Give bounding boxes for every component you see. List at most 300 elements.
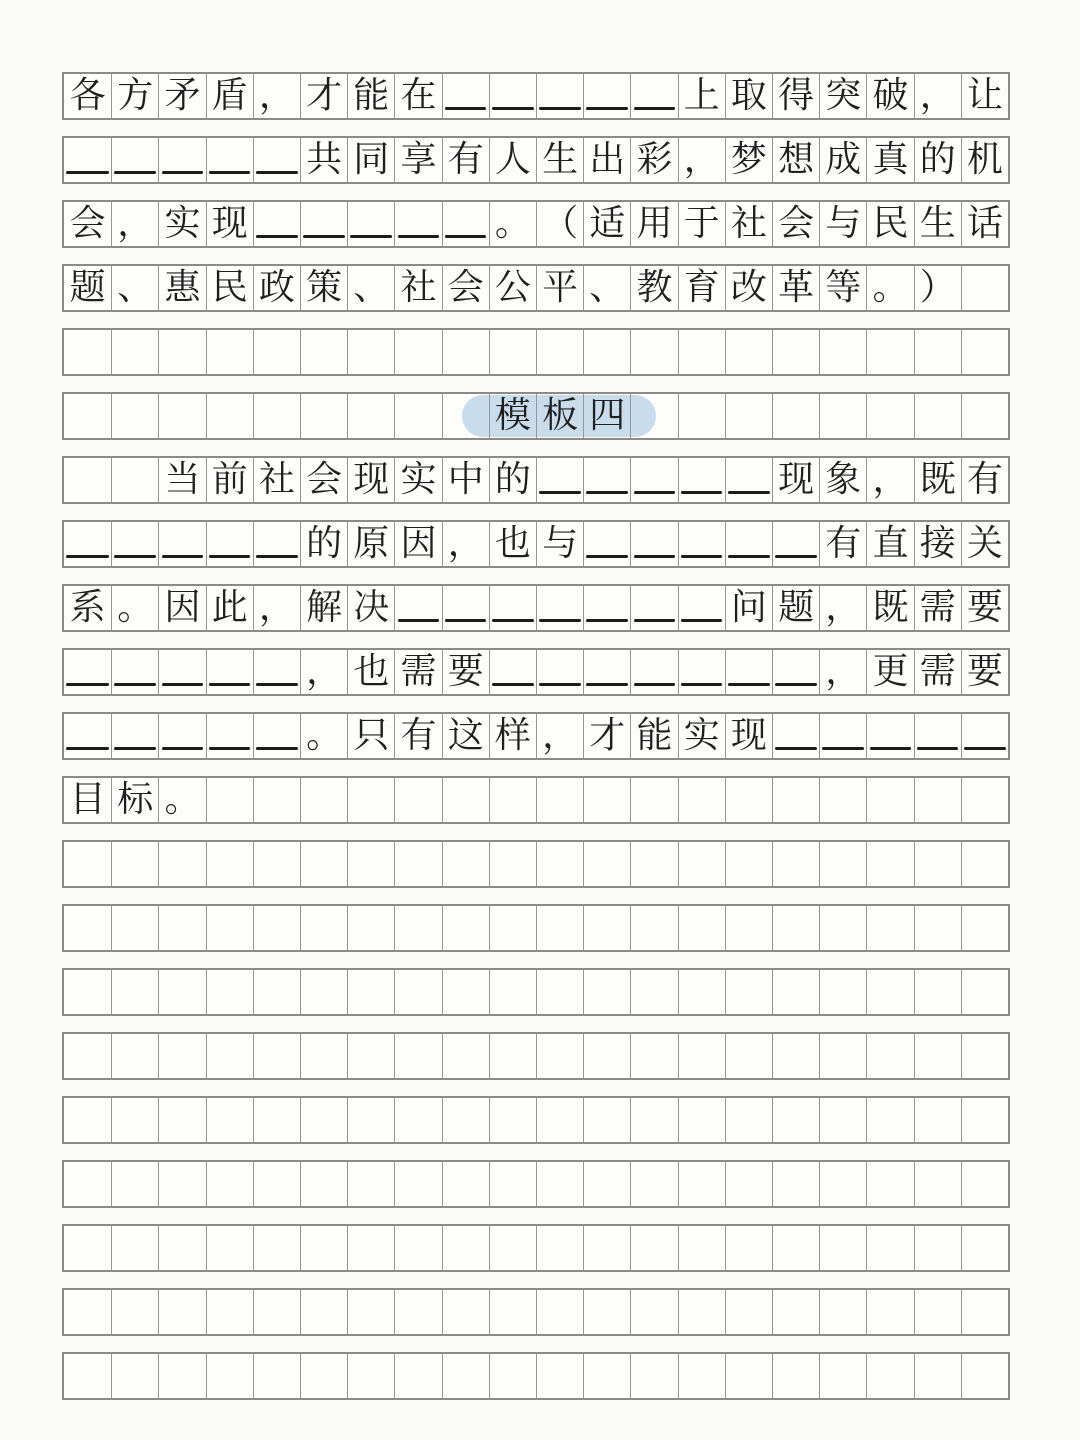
empty-cell <box>442 394 489 438</box>
empty-cell <box>300 1034 347 1078</box>
empty-cell <box>914 1290 961 1334</box>
empty-cell <box>536 1290 583 1334</box>
blank-dash <box>350 235 392 239</box>
char-cell: 有 <box>442 138 489 182</box>
char-cell: 才 <box>583 714 630 758</box>
blank-dash <box>917 747 959 751</box>
composition-grid <box>62 72 1010 1416</box>
blank-dash <box>209 683 251 687</box>
underscore-blank-cell <box>64 522 111 566</box>
underscore-blank-cell <box>630 458 677 502</box>
blank-dash <box>681 555 723 559</box>
char-cell: 四 <box>583 394 630 438</box>
blank-dash <box>162 683 204 687</box>
underscore-blank-cell <box>394 202 441 246</box>
empty-cell <box>819 842 866 886</box>
char-cell: 能 <box>630 714 677 758</box>
blank-dash <box>398 619 440 623</box>
empty-cell <box>111 1226 158 1270</box>
blank-dash <box>303 235 345 239</box>
blank-dash <box>634 491 676 495</box>
empty-cell <box>158 842 205 886</box>
empty-cell <box>914 394 961 438</box>
char-cell: 问 <box>725 586 772 630</box>
blank-dash <box>634 619 676 623</box>
empty-cell <box>678 778 725 822</box>
empty-cell <box>158 394 205 438</box>
blank-dash <box>66 171 108 175</box>
empty-cell <box>253 778 300 822</box>
char-cell: 目 <box>69 779 106 820</box>
char-cell: 会 <box>300 458 347 502</box>
empty-cell <box>961 1354 1008 1398</box>
empty-cell <box>914 842 961 886</box>
underscore-blank-cell <box>347 202 394 246</box>
char-cell: 民 <box>866 202 913 246</box>
underscore-blank-cell <box>489 74 536 118</box>
underscore-blank-cell <box>64 138 111 182</box>
empty-cell <box>347 906 394 950</box>
empty-cell <box>394 330 441 374</box>
empty-cell <box>772 1354 819 1398</box>
underscore-blank-cell <box>300 202 347 246</box>
underscore-blank-cell <box>111 138 158 182</box>
underscore-blank-cell <box>442 74 489 118</box>
char-cell: 平 <box>536 266 583 310</box>
empty-cell <box>819 1034 866 1078</box>
char-cell: ， <box>300 650 347 694</box>
empty-cell <box>111 330 158 374</box>
underscore-blank-cell <box>819 714 866 758</box>
char-cell: ， <box>678 138 725 182</box>
underscore-blank-cell <box>536 586 583 630</box>
char-cell: 的 <box>489 458 536 502</box>
empty-cell <box>442 842 489 886</box>
empty-cell <box>394 778 441 822</box>
char-cell: 实 <box>394 458 441 502</box>
underscore-blank-cell <box>394 586 441 630</box>
empty-cell <box>819 330 866 374</box>
char-cell: 更 <box>866 650 913 694</box>
empty-cell <box>206 1098 253 1142</box>
empty-cell <box>772 970 819 1014</box>
empty-cell <box>64 1226 111 1270</box>
empty-cell <box>394 970 441 1014</box>
empty-cell <box>111 1354 158 1398</box>
char-cell: ， <box>442 522 489 566</box>
char-cell: 话 <box>961 202 1008 246</box>
char-cell: 。 <box>300 714 347 758</box>
empty-cell <box>914 1034 961 1078</box>
empty-cell <box>158 1290 205 1334</box>
char-cell: 原 <box>347 522 394 566</box>
underscore-blank-cell <box>725 458 772 502</box>
empty-cell <box>630 1354 677 1398</box>
char-cell: 在 <box>394 74 441 118</box>
grid-row <box>62 72 1010 120</box>
char-cell: 育 <box>678 266 725 310</box>
empty-cell <box>866 394 913 438</box>
empty-cell <box>961 842 1008 886</box>
grid-row <box>62 1160 1010 1208</box>
char-cell: 社 <box>394 266 441 310</box>
empty-cell <box>206 1034 253 1078</box>
empty-cell <box>866 1354 913 1398</box>
empty-cell <box>64 1034 111 1078</box>
empty-cell <box>914 1162 961 1206</box>
char-cell: 真 <box>866 138 913 182</box>
empty-cell <box>206 906 253 950</box>
char-cell: 民 <box>206 266 253 310</box>
blank-dash <box>681 491 723 495</box>
char-cell: 方 <box>111 74 158 118</box>
blank-dash <box>492 107 534 111</box>
underscore-blank-cell <box>725 650 772 694</box>
empty-cell <box>961 1098 1008 1142</box>
empty-cell <box>64 458 111 502</box>
grid-row <box>62 840 1010 888</box>
blank-dash <box>586 555 628 559</box>
empty-cell <box>630 778 677 822</box>
char-cell: 、 <box>347 266 394 310</box>
empty-cell <box>394 906 441 950</box>
empty-cell <box>914 1354 961 1398</box>
empty-cell <box>630 1226 677 1270</box>
underscore-blank-cell <box>536 458 583 502</box>
char-cell: 教 <box>630 266 677 310</box>
empty-cell <box>64 1354 111 1398</box>
empty-cell <box>111 1034 158 1078</box>
char-cell: 能 <box>347 74 394 118</box>
char-cell: 适 <box>583 202 630 246</box>
empty-cell <box>725 394 772 438</box>
empty-cell <box>961 906 1008 950</box>
char-cell: 解 <box>300 586 347 630</box>
empty-cell <box>866 1098 913 1142</box>
empty-cell <box>583 1354 630 1398</box>
blank-dash <box>209 555 251 559</box>
underscore-blank-cell <box>772 650 819 694</box>
blank-dash <box>870 747 912 751</box>
blank-dash <box>964 747 1006 751</box>
empty-cell <box>819 394 866 438</box>
empty-cell <box>961 1290 1008 1334</box>
empty-cell <box>725 1354 772 1398</box>
underscore-blank-cell <box>866 714 913 758</box>
empty-cell <box>819 778 866 822</box>
char-cell: 想 <box>772 138 819 182</box>
empty-cell <box>64 1290 111 1334</box>
empty-cell <box>678 1290 725 1334</box>
blank-dash <box>66 683 108 687</box>
empty-cell <box>772 778 819 822</box>
empty-cell <box>819 1354 866 1398</box>
char-cell: 会 <box>442 266 489 310</box>
underscore-blank-cell <box>678 586 725 630</box>
char-cell: 现 <box>772 458 819 502</box>
empty-cell <box>253 394 300 438</box>
empty-cell <box>725 1290 772 1334</box>
empty-cell <box>158 1098 205 1142</box>
empty-cell <box>489 842 536 886</box>
blank-dash <box>822 747 864 751</box>
underscore-blank-cell <box>442 202 489 246</box>
empty-cell <box>583 842 630 886</box>
grid-row <box>62 968 1010 1016</box>
grid-row <box>62 136 1010 184</box>
empty-cell <box>347 330 394 374</box>
empty-cell <box>866 1226 913 1270</box>
blank-dash <box>492 683 534 687</box>
blank-dash <box>586 491 628 495</box>
empty-cell <box>583 970 630 1014</box>
empty-cell <box>914 970 961 1014</box>
char-cell: 前 <box>206 458 253 502</box>
empty-cell <box>253 970 300 1014</box>
empty-cell <box>725 330 772 374</box>
blank-dash <box>209 171 251 175</box>
empty-cell <box>725 906 772 950</box>
underscore-blank-cell <box>158 522 205 566</box>
empty-cell <box>536 778 583 822</box>
underscore-blank-cell <box>206 714 253 758</box>
empty-cell <box>630 970 677 1014</box>
char-cell: ， <box>819 650 866 694</box>
empty-cell <box>253 842 300 886</box>
char-cell: 于 <box>678 202 725 246</box>
empty-cell <box>772 1162 819 1206</box>
empty-cell <box>442 906 489 950</box>
char-cell: 生 <box>914 202 961 246</box>
empty-cell <box>772 394 819 438</box>
empty-cell <box>819 1226 866 1270</box>
grid-row <box>62 776 1010 824</box>
blank-dash <box>492 619 534 623</box>
empty-cell <box>866 330 913 374</box>
underscore-blank-cell <box>253 138 300 182</box>
blank-dash <box>209 747 251 751</box>
char-cell: 的 <box>300 522 347 566</box>
char-cell: 享 <box>394 138 441 182</box>
char-cell: ， <box>914 74 961 118</box>
empty-cell <box>819 1162 866 1206</box>
underscore-blank-cell <box>253 522 300 566</box>
underscore-blank-cell <box>111 522 158 566</box>
underscore-blank-cell <box>64 714 111 758</box>
empty-cell <box>725 778 772 822</box>
char-cell: 有 <box>394 714 441 758</box>
empty-cell <box>678 394 725 438</box>
empty-cell <box>111 842 158 886</box>
empty-cell <box>725 842 772 886</box>
blank-dash <box>256 683 298 687</box>
empty-cell <box>866 842 913 886</box>
empty-cell <box>630 1034 677 1078</box>
empty-cell <box>772 1226 819 1270</box>
underscore-blank-cell <box>206 138 253 182</box>
empty-cell <box>300 394 347 438</box>
char-cell: 现 <box>206 202 253 246</box>
empty-cell <box>253 330 300 374</box>
empty-cell <box>489 970 536 1014</box>
blank-dash <box>256 171 298 175</box>
empty-cell <box>914 1098 961 1142</box>
char-cell: 同 <box>347 138 394 182</box>
empty-cell <box>678 1354 725 1398</box>
empty-cell <box>394 1226 441 1270</box>
char-cell: 有 <box>819 522 866 566</box>
char-cell: 各 <box>69 75 106 116</box>
char-cell: ， <box>819 586 866 630</box>
empty-cell <box>394 842 441 886</box>
empty-cell <box>678 330 725 374</box>
char-cell: 象 <box>819 458 866 502</box>
empty-cell <box>206 1354 253 1398</box>
empty-cell <box>206 842 253 886</box>
empty-cell <box>206 1290 253 1334</box>
empty-cell <box>253 1354 300 1398</box>
empty-cell <box>394 1290 441 1334</box>
char-cell: 中 <box>442 458 489 502</box>
underscore-blank-cell <box>111 650 158 694</box>
grid-row <box>62 1224 1010 1272</box>
empty-cell <box>725 970 772 1014</box>
empty-cell <box>819 970 866 1014</box>
empty-cell <box>961 330 1008 374</box>
empty-cell <box>489 1226 536 1270</box>
underscore-blank-cell <box>111 714 158 758</box>
empty-cell <box>64 842 111 886</box>
char-cell: 题 <box>772 586 819 630</box>
char-cell: 要 <box>961 586 1008 630</box>
grid-row <box>62 648 1010 696</box>
underscore-blank-cell <box>630 74 677 118</box>
blank-dash <box>162 171 204 175</box>
empty-cell <box>64 906 111 950</box>
empty-cell <box>206 394 253 438</box>
char-cell: 上 <box>678 74 725 118</box>
empty-cell <box>442 1354 489 1398</box>
empty-cell <box>630 1290 677 1334</box>
blank-dash <box>634 107 676 111</box>
empty-cell <box>583 1290 630 1334</box>
underscore-blank-cell <box>206 522 253 566</box>
char-cell: 有 <box>961 458 1008 502</box>
char-cell: ） <box>914 266 961 310</box>
char-cell: （ <box>536 202 583 246</box>
empty-cell <box>347 778 394 822</box>
empty-cell <box>819 1290 866 1334</box>
empty-cell <box>772 842 819 886</box>
empty-cell <box>725 1098 772 1142</box>
blank-dash <box>539 107 581 111</box>
blank-dash <box>681 619 723 623</box>
empty-cell <box>819 906 866 950</box>
char-cell: 接 <box>914 522 961 566</box>
char-cell: 成 <box>819 138 866 182</box>
grid-row <box>62 712 1010 760</box>
char-cell: 既 <box>866 586 913 630</box>
empty-cell <box>630 1098 677 1142</box>
empty-cell <box>111 906 158 950</box>
empty-cell <box>64 394 111 438</box>
char-cell: 要 <box>961 650 1008 694</box>
grid-row <box>62 1096 1010 1144</box>
empty-cell <box>442 1290 489 1334</box>
blank-dash <box>775 747 817 751</box>
char-cell: 。 <box>111 586 158 630</box>
empty-cell <box>158 330 205 374</box>
char-cell: 用 <box>630 202 677 246</box>
char-cell: 因 <box>158 586 205 630</box>
grid-row <box>62 904 1010 952</box>
char-cell: 因 <box>394 522 441 566</box>
grid-row <box>62 1352 1010 1400</box>
empty-cell <box>630 906 677 950</box>
empty-cell <box>961 1226 1008 1270</box>
empty-cell <box>914 1226 961 1270</box>
char-cell: ， <box>866 458 913 502</box>
char-cell: 让 <box>961 74 1008 118</box>
underscore-blank-cell <box>678 458 725 502</box>
blank-dash <box>634 555 676 559</box>
empty-cell <box>583 1162 630 1206</box>
grid-row <box>62 456 1010 504</box>
empty-cell <box>253 1226 300 1270</box>
empty-cell <box>206 1162 253 1206</box>
char-cell: 生 <box>536 138 583 182</box>
empty-cell <box>914 330 961 374</box>
char-cell: 矛 <box>158 74 205 118</box>
blank-dash <box>445 235 487 239</box>
underscore-blank-cell <box>583 74 630 118</box>
empty-cell <box>678 1098 725 1142</box>
char-cell: 社 <box>725 202 772 246</box>
underscore-blank-cell <box>158 650 205 694</box>
empty-cell <box>111 1162 158 1206</box>
empty-cell <box>536 1226 583 1270</box>
empty-cell <box>158 1226 205 1270</box>
blank-dash <box>256 235 298 239</box>
blank-dash <box>114 171 156 175</box>
grid-row <box>62 1032 1010 1080</box>
empty-cell <box>866 906 913 950</box>
underscore-blank-cell <box>489 650 536 694</box>
empty-cell <box>64 330 111 374</box>
empty-cell <box>394 1098 441 1142</box>
empty-cell <box>725 1226 772 1270</box>
blank-dash <box>586 107 628 111</box>
empty-cell <box>442 1226 489 1270</box>
empty-cell <box>772 1098 819 1142</box>
empty-cell <box>583 1098 630 1142</box>
char-cell: 关 <box>961 522 1008 566</box>
char-cell: 得 <box>772 74 819 118</box>
blank-dash <box>66 555 108 559</box>
char-cell: 板 <box>536 394 583 438</box>
empty-cell <box>111 1290 158 1334</box>
empty-cell <box>253 1098 300 1142</box>
blank-dash <box>539 619 581 623</box>
grid-row <box>62 520 1010 568</box>
char-cell: ， <box>536 714 583 758</box>
grid-row <box>62 328 1010 376</box>
grid-row <box>62 392 1010 440</box>
empty-cell <box>489 906 536 950</box>
empty-cell <box>678 906 725 950</box>
underscore-blank-cell <box>253 650 300 694</box>
empty-cell <box>394 1354 441 1398</box>
